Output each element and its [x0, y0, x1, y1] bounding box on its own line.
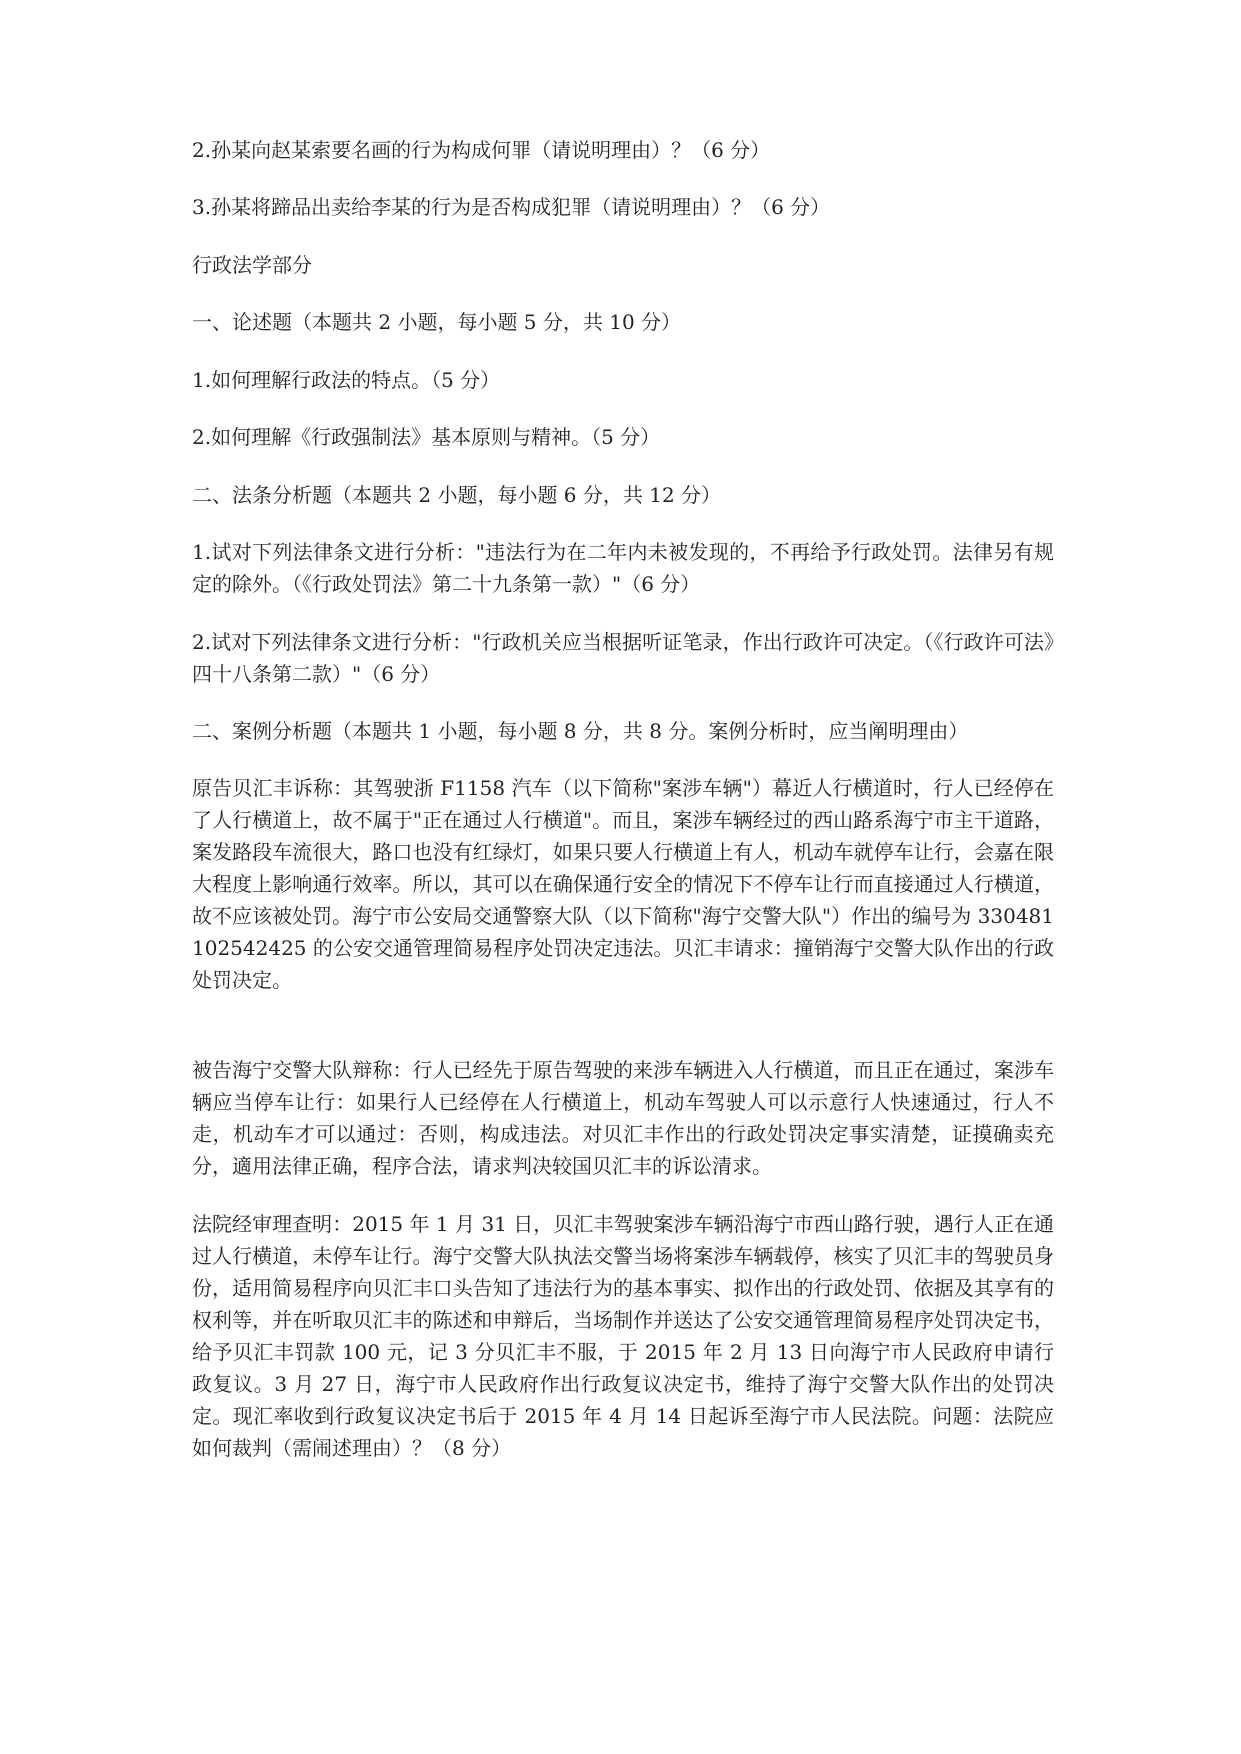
part-heading-case-analysis: 二、案例分析题（本题共 1 小题，每小题 8 分，共 8 分。案例分析时，应当阐明理由）	[192, 719, 969, 743]
case-defendant-defense: 被告海宁交警大队辩称：行人已经先于原告驾驶的来涉车辆进入人行横道，而且正在通过，案涉车辆应当停车让行：如果行人已经停在人行横道上，机动车驾驶人可以示意行人快速通过，行人不走，机动车才可以通过：否则，构成违法。对贝汇丰作出的行政处罚决定事实清楚，证摸确卖充分，適用法律正确，程序合法，请求判决较国贝汇丰的诉讼清求。	[192, 1058, 1054, 1178]
case-plaintiff-claim: 原告贝汇丰诉称：其驾驶浙 F1158 汽车（以下简称"案涉车辆"）幕近人行横道时，行人已经停在了人行横道上，故不属于"正在通过人行横道"。而且，案涉车辆经过的西山路系海宁市主干道路，案发路段车流很大，路口也没有红绿灯，如果只要人行横道上有人，机动车就停车让行，会嘉在限大程度上影响通行效率。所以，其可以在确保通行安全的情况下不停车让行而直接通过人行横道，故不应该被处罚。海宁市公安局交通警察大队（以下简称"海宁交警大队"）作出的编号为 330481102542425 的公安交通管理简易程序处罚决定违法。贝汇丰请求：撞销海宁交警大队作出的行政处罚决定。	[192, 776, 1054, 992]
essay-question-1: 1.如何理解行政法的特点。（5 分）	[192, 368, 501, 392]
question-2-criminal: 2.孙某向赵某索要名画的行为构成何罪（请说明理由）？（6 分）	[192, 138, 771, 162]
part-heading-statute-analysis: 二、法条分析题（本题共 2 小题，每小题 6 分，共 12 分）	[192, 483, 722, 507]
statute-question-2: 2.试对下列法律条文进行分析："行政机关应当根据听证笔录，作出行政许可决定。（《行政许可法》四十八条第二款）"（6 分）	[192, 630, 1054, 686]
statute-question-1: 1.试对下列法律条文进行分析："违法行为在二年内未被发现的，不再给予行政处罚。法律另有规定的除外。（《行政处罚法》第二十九条第一款）"（6 分）	[192, 540, 1054, 596]
section-heading-administrative-law: 行政法学部分	[192, 253, 312, 277]
essay-question-2: 2.如何理解《行政强制法》基本原则与精神。（5 分）	[192, 425, 661, 449]
case-court-findings: 法院经审理查明：2015 年 1 月 31 日，贝汇丰驾驶案涉车辆沿海宁市西山路行驶，遇行人正在通过人行横道，未停车让行。海宁交警大队执法交警当场将案涉车辆载停，核实了贝汇丰的驾驶员身份，适用简易程序向贝汇丰口头告知了违法行为的基本事实、拟作出的行政处罚、依据及其享有的权利等，并在听取贝汇丰的陈述和申辩后，当场制作并送达了公安交通管理简易程序处罚决定书，给予贝汇丰罚款 100 元，记 3 分贝汇丰不服，于 2015 年 2 月 13 日向海宁市人民政府申请行政复议。3 月 27 日，海宁市人民政府作出行政复议决定书，维持了海宁交警大队作出的处罚决定。现汇率收到行政复议决定书后于 2015 年 4 月 14 日起诉至海宁市人民法院。问题：法院应如何裁判（需闹述理由）？（8 分）	[192, 1212, 1054, 1460]
question-3-criminal: 3.孙某将蹄品出卖给李某的行为是否构成犯罪（请说明理由）？（6 分）	[192, 195, 831, 219]
part-heading-essay: 一、论述题（本题共 2 小题，每小题 5 分，共 10 分）	[192, 310, 682, 334]
